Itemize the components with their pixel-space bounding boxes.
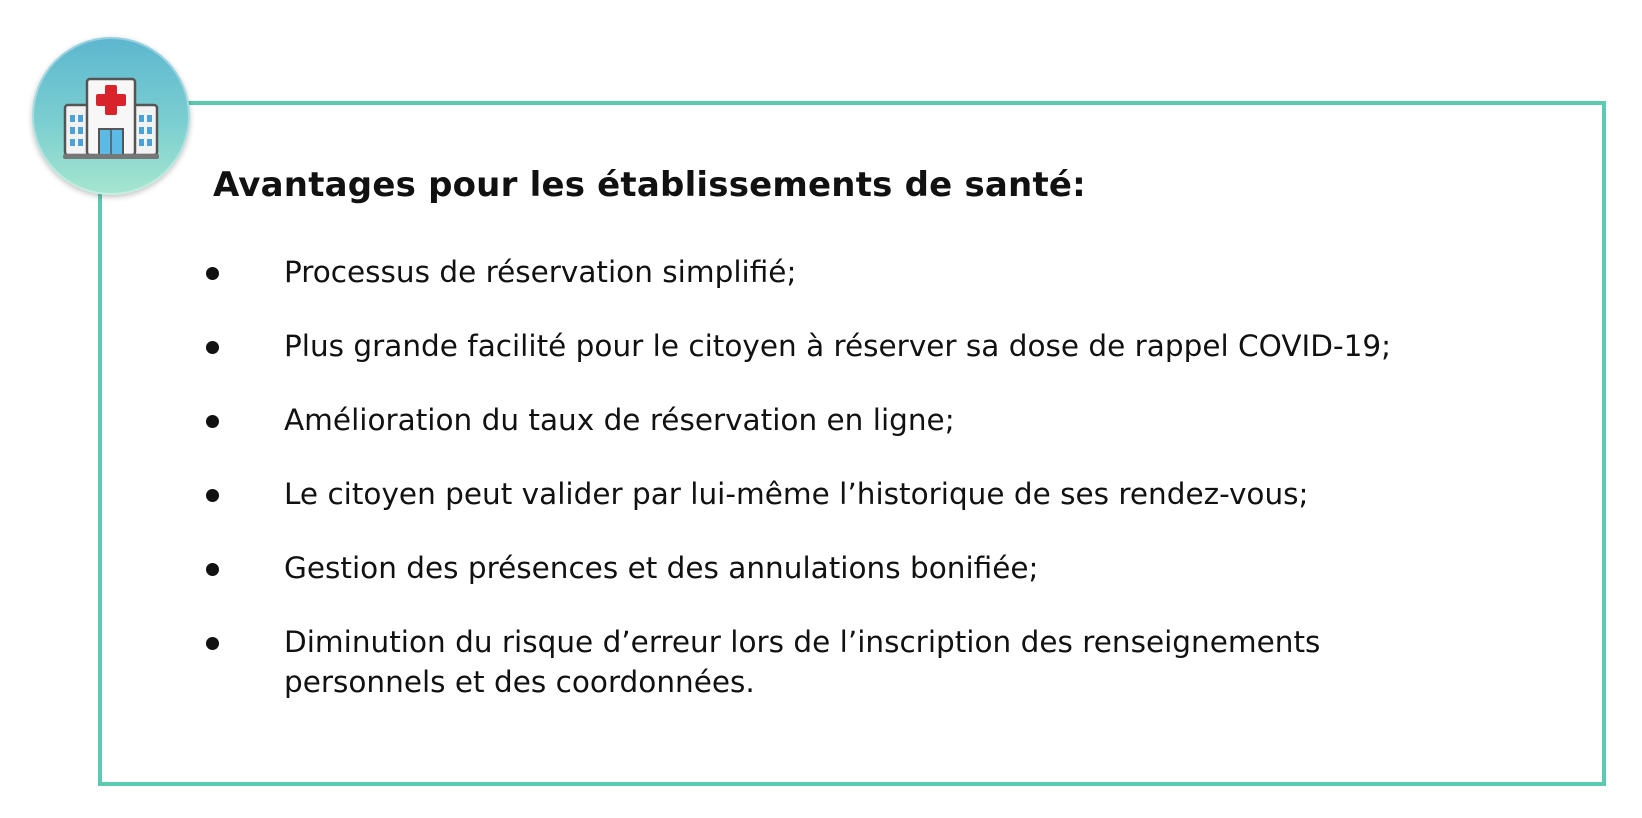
list-item: [200, 400, 1470, 440]
list-item-text: Processus de réservation simplifié;: [284, 255, 797, 289]
bullet-icon: [206, 489, 219, 502]
list-item-text: Gestion des présences et des annulations bonifiée;: [284, 551, 1039, 585]
bullet-icon: [206, 637, 219, 650]
bullet-icon: [206, 267, 219, 280]
list-item: [200, 474, 1470, 514]
list-item: [200, 622, 1470, 702]
list-item: [200, 326, 1470, 366]
hospital-icon: [61, 75, 161, 161]
list-item-text: Diminution du risque d’erreur lors de l’inscription des renseignements personnels et des coordonnées.: [284, 625, 1321, 699]
list-item: [200, 252, 1470, 292]
bullet-icon: [206, 563, 219, 576]
list-item-text: Le citoyen peut valider par lui-même l’historique de ses rendez-vous;: [284, 477, 1309, 511]
hospital-badge: [32, 37, 190, 195]
list-item-text: Plus grande facilité pour le citoyen à réserver sa dose de rappel COVID-19;: [284, 329, 1392, 363]
list-item-text: Amélioration du taux de réservation en ligne;: [284, 403, 955, 437]
bullet-icon: [206, 341, 219, 354]
page-title: Avantages pour les établissements de santé:: [213, 165, 1086, 205]
list-item: [200, 548, 1470, 588]
benefits-list: [200, 252, 1470, 736]
bullet-icon: [206, 415, 219, 428]
